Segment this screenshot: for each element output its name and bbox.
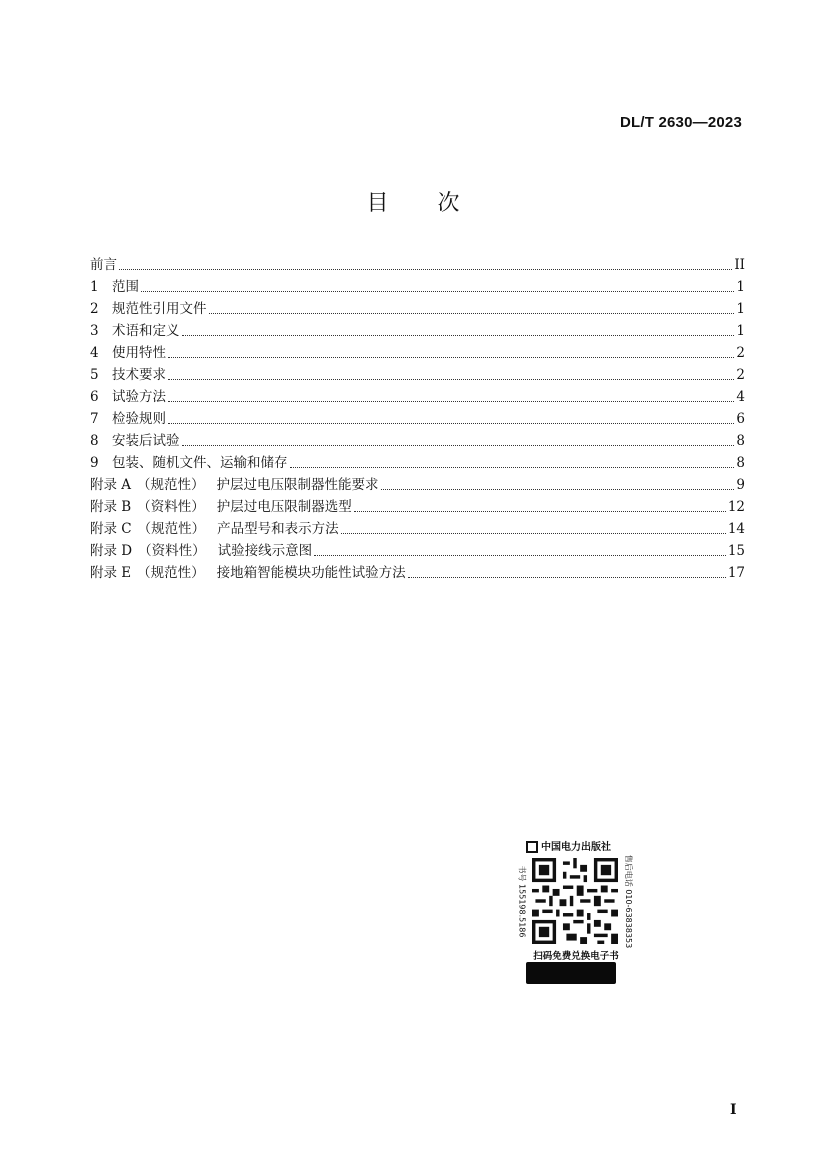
toc-dot-leader (168, 423, 734, 424)
toc-dot-leader (381, 489, 735, 490)
toc-entry-page: 8 (736, 433, 745, 449)
toc-entry-title: 护层过电压限制器性能要求 (216, 477, 379, 493)
toc-entry-title: 安装后试验 (112, 433, 180, 449)
toc-dot-leader (314, 555, 726, 556)
toc-entry-title: 检验规则 (112, 411, 166, 427)
toc-entry[interactable] (90, 540, 745, 562)
document-code: DL/T 2630—2023 (619, 114, 742, 131)
redaction-bar (526, 962, 616, 984)
toc-entry-title: 技术要求 (112, 367, 166, 383)
toc-dot-leader (182, 335, 735, 336)
toc-entry-number: 附录 C (90, 521, 132, 537)
toc-dot-leader (168, 379, 734, 380)
toc-dot-leader (290, 467, 735, 468)
qr-caption: 扫码免费兑换电子书 (533, 951, 619, 962)
table-of-contents (90, 254, 745, 584)
toc-entry-title: 术语和定义 (112, 323, 180, 339)
toc-dot-leader (168, 357, 734, 358)
toc-entry-number: 4 (90, 345, 99, 361)
toc-entry-title: 产品型号和表示方法 (217, 521, 339, 537)
toc-dot-leader (182, 445, 735, 446)
toc-entry[interactable] (90, 364, 745, 386)
toc-entry-page: 15 (727, 543, 745, 559)
toc-entry-number: 3 (90, 323, 99, 339)
toc-entry[interactable] (90, 254, 745, 276)
toc-entry-page: 17 (727, 565, 745, 581)
toc-entry-number: 附录 A (90, 477, 132, 493)
toc-entry-page: 14 (727, 521, 745, 537)
toc-entry-number: 7 (90, 411, 99, 427)
toc-entry-category: （资料性） (137, 499, 205, 515)
toc-entry[interactable] (90, 386, 745, 408)
publisher-logo (526, 838, 626, 854)
qr-block (517, 838, 634, 988)
toc-entry-number: 1 (90, 279, 99, 295)
toc-entry-title: 范围 (112, 279, 139, 295)
toc-entry-page: 9 (736, 477, 745, 493)
toc-entry-title: 接地箱智能模块功能性试验方法 (216, 565, 406, 581)
toc-entry-number: 5 (90, 367, 99, 383)
toc-entry[interactable] (90, 496, 745, 518)
toc-dot-leader (408, 577, 726, 578)
toc-entry-category: （资料性） (138, 543, 206, 559)
publisher-mark-icon (526, 841, 538, 853)
toc-entry[interactable] (90, 474, 745, 496)
toc-entry-number: 6 (90, 389, 99, 405)
toc-dot-leader (209, 313, 735, 314)
toc-entry-page: 1 (736, 323, 745, 339)
page-number: I (730, 1102, 737, 1118)
toc-entry-page: 1 (736, 301, 745, 317)
toc-entry[interactable] (90, 452, 745, 474)
toc-entry[interactable] (90, 320, 745, 342)
toc-entry-category: （规范性） (137, 521, 206, 537)
toc-entry-title: 使用特性 (112, 345, 166, 361)
toc-entry[interactable] (90, 276, 745, 298)
toc-entry-category: （规范性） (137, 477, 205, 493)
toc-entry-title: 规范性引用文件 (112, 301, 207, 317)
toc-entry-title: 包装、随机文件、运输和储存 (112, 455, 288, 471)
toc-dot-leader (341, 533, 726, 534)
toc-entry-title: 试验方法 (112, 389, 166, 405)
toc-entry-title: 前言 (90, 257, 117, 273)
toc-dot-leader (119, 269, 732, 270)
publisher-name: 中国电力出版社 (541, 842, 611, 853)
toc-entry-page: 2 (736, 367, 745, 383)
toc-title: 目 次 (366, 191, 460, 216)
toc-entry[interactable] (90, 408, 745, 430)
qr-code-icon[interactable] (532, 858, 618, 944)
toc-entry-category: （规范性） (137, 565, 205, 581)
toc-dot-leader (168, 401, 734, 402)
toc-entry[interactable] (90, 430, 745, 452)
toc-entry-page: II (734, 257, 745, 273)
toc-entry-number: 附录 B (90, 499, 132, 515)
toc-entry-number: 8 (90, 433, 99, 449)
toc-entry-page: 12 (727, 499, 745, 515)
toc-entry-title: 护层过电压限制器选型 (216, 499, 352, 515)
toc-entry[interactable] (90, 518, 745, 540)
toc-entry-page: 4 (736, 389, 745, 405)
toc-entry-page: 8 (736, 455, 745, 471)
toc-entry-page: 6 (736, 411, 745, 427)
toc-dot-leader (354, 511, 726, 512)
toc-entry-number: 2 (90, 301, 99, 317)
toc-entry-page: 1 (736, 279, 745, 295)
toc-entry-title: 试验接线示意图 (217, 543, 313, 559)
toc-entry[interactable] (90, 342, 745, 364)
toc-entry[interactable] (90, 562, 745, 584)
toc-entry-number: 附录 E (90, 565, 132, 581)
service-phone-text: 售后电话 010-63838353 (624, 854, 634, 949)
toc-entry-number: 9 (90, 455, 99, 471)
toc-entry-page: 2 (736, 345, 745, 361)
toc-entry-number: 附录 D (90, 543, 133, 559)
isbn-text: 书号 155198.5186 (517, 865, 527, 938)
toc-entry[interactable] (90, 298, 745, 320)
toc-dot-leader (141, 291, 734, 292)
